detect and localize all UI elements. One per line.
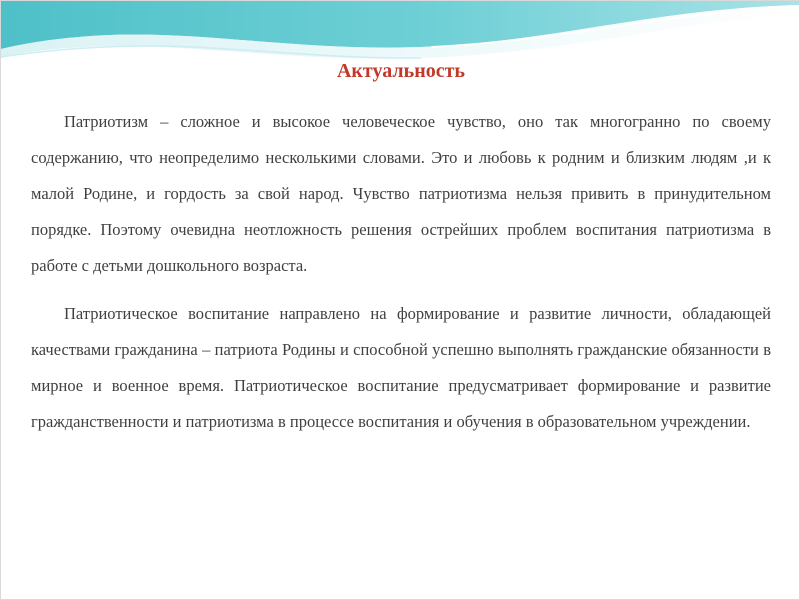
paragraph-1: Патриотизм – сложное и высокое человеческое чувство, оно так многогранно по своему содержанию, что неопределимо несколькими словами. Это и любовь к родним и близким людям ,и к малой Родине, и гордость за свой народ. Чувство патриотизма нельзя привить в принудительном порядке. Поэтому очевидна неотложность решения острейших проблем воспитания патриотизма в работе с детьми дошкольного возраста. (31, 112, 771, 275)
paragraph-2: Патриотическое воспитание направлено на формирование и развитие личности, обладающей качествами гражданина – патриота Родины и способной успешно выполнять гражданские обязанности в мирное и военное время. Патриотическое воспитание предусматривает формирование и развитие гражданственности и патриотизма в процессе воспитания и обучения в образовательном учреждении. (31, 304, 771, 431)
slide-title: Актуальность (336, 60, 466, 82)
slide-body (31, 104, 771, 440)
